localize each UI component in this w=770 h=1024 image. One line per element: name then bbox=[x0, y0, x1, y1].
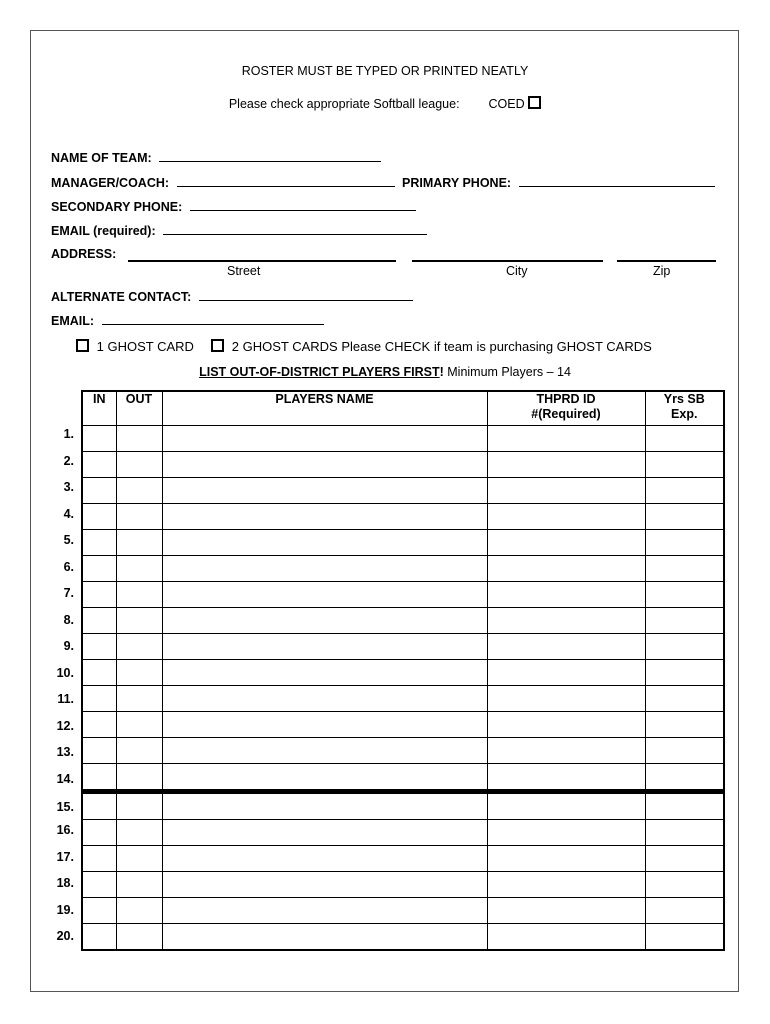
ghost-card-note: Please CHECK if team is purchasing GHOST CARDS bbox=[341, 339, 652, 354]
thprd-id-cell[interactable] bbox=[487, 712, 645, 738]
row-number: 13. bbox=[56, 745, 74, 759]
roster-notice: ROSTER MUST BE TYPED OR PRINTED NEATLY bbox=[241, 64, 529, 78]
col-player-name-header: PLAYERS NAME bbox=[162, 391, 487, 426]
yrs-exp-cell[interactable] bbox=[645, 712, 724, 738]
roster-row bbox=[82, 608, 724, 634]
out-cell[interactable] bbox=[116, 556, 162, 582]
row-number: 9. bbox=[63, 639, 74, 653]
thprd-id-cell[interactable] bbox=[487, 846, 645, 872]
thprd-id-cell[interactable] bbox=[487, 820, 645, 846]
zip-input[interactable] bbox=[617, 260, 716, 262]
player-name-cell[interactable] bbox=[162, 582, 487, 608]
roster-row bbox=[82, 478, 724, 504]
row-number: 20. bbox=[56, 929, 74, 943]
in-cell[interactable] bbox=[82, 764, 116, 792]
address-label: ADDRESS: bbox=[51, 247, 117, 261]
yrs-exp-cell[interactable] bbox=[645, 608, 724, 634]
in-cell[interactable] bbox=[82, 738, 116, 764]
roster-row bbox=[82, 582, 724, 608]
row-number: 11. bbox=[57, 692, 74, 706]
yrs-exp-cell[interactable] bbox=[645, 738, 724, 764]
ghost-card-2-label: 2 GHOST CARDS bbox=[231, 339, 338, 354]
row-number: 2. bbox=[63, 453, 74, 468]
player-name-cell[interactable] bbox=[162, 924, 487, 951]
row-number: 10. bbox=[56, 665, 74, 680]
in-cell[interactable] bbox=[82, 686, 116, 712]
thprd-id-cell[interactable] bbox=[487, 872, 645, 898]
email-required-input[interactable] bbox=[163, 223, 427, 235]
out-cell[interactable] bbox=[116, 634, 162, 660]
league-prompt: Please check appropriate Softball league: bbox=[228, 97, 460, 111]
alternate-contact-field bbox=[51, 289, 413, 304]
out-cell[interactable] bbox=[116, 660, 162, 686]
roster-row bbox=[82, 898, 724, 924]
out-cell[interactable] bbox=[116, 872, 162, 898]
yrs-exp-cell[interactable] bbox=[645, 686, 724, 712]
roster-row bbox=[82, 846, 724, 872]
out-cell[interactable] bbox=[116, 820, 162, 846]
out-cell[interactable] bbox=[116, 530, 162, 556]
yrs-exp-cell[interactable] bbox=[645, 530, 724, 556]
yrs-exp-cell[interactable] bbox=[645, 820, 724, 846]
player-name-cell[interactable] bbox=[162, 608, 487, 634]
in-cell[interactable] bbox=[82, 530, 116, 556]
email-input[interactable] bbox=[102, 313, 324, 325]
player-name-cell[interactable] bbox=[162, 686, 487, 712]
yrs-exp-cell[interactable] bbox=[645, 634, 724, 660]
yrs-exp-cell[interactable] bbox=[645, 504, 724, 530]
yrs-exp-cell[interactable] bbox=[645, 764, 724, 792]
team-name-label: NAME OF TEAM: bbox=[51, 151, 152, 165]
col-yrs-exp-header: Yrs SB Exp. bbox=[645, 391, 724, 426]
out-cell[interactable] bbox=[116, 792, 162, 820]
in-cell[interactable] bbox=[82, 582, 116, 608]
alternate-contact-label: ALTERNATE CONTACT: bbox=[51, 290, 192, 304]
in-cell[interactable] bbox=[82, 846, 116, 872]
ghost-card-1-label: 1 GHOST CARD bbox=[96, 339, 194, 354]
in-cell[interactable] bbox=[82, 820, 116, 846]
player-name-cell[interactable] bbox=[162, 820, 487, 846]
thprd-id-cell[interactable] bbox=[487, 792, 645, 820]
out-cell[interactable] bbox=[116, 504, 162, 530]
thprd-id-cell[interactable] bbox=[487, 556, 645, 582]
secondary-phone-field bbox=[51, 199, 416, 214]
team-name-input[interactable] bbox=[159, 150, 381, 162]
in-cell[interactable] bbox=[82, 898, 116, 924]
thprd-id-cell[interactable] bbox=[487, 898, 645, 924]
zip-caption: Zip bbox=[653, 264, 671, 278]
out-cell[interactable] bbox=[116, 608, 162, 634]
secondary-phone-label: SECONDARY PHONE: bbox=[51, 200, 183, 214]
yrs-exp-cell[interactable] bbox=[645, 556, 724, 582]
in-cell[interactable] bbox=[82, 608, 116, 634]
out-cell[interactable] bbox=[116, 452, 162, 478]
yrs-exp-cell[interactable] bbox=[645, 452, 724, 478]
city-caption: City bbox=[506, 264, 528, 278]
yrs-exp-cell[interactable] bbox=[645, 792, 724, 820]
in-cell[interactable] bbox=[82, 924, 116, 951]
alternate-contact-input[interactable] bbox=[199, 289, 413, 301]
coed-label: COED bbox=[488, 97, 525, 111]
player-name-cell[interactable] bbox=[162, 504, 487, 530]
row-number: 14. bbox=[56, 771, 74, 786]
out-cell[interactable] bbox=[116, 738, 162, 764]
player-name-cell[interactable] bbox=[162, 738, 487, 764]
city-input[interactable] bbox=[412, 260, 603, 262]
email-required-field bbox=[51, 223, 427, 238]
row-number: 18. bbox=[56, 876, 74, 890]
row-number: 5. bbox=[63, 533, 74, 547]
thprd-id-cell[interactable] bbox=[487, 686, 645, 712]
roster-row bbox=[82, 712, 724, 738]
out-cell[interactable] bbox=[116, 478, 162, 504]
col-out-header: OUT bbox=[116, 391, 162, 426]
ghost-card-row bbox=[76, 339, 652, 354]
thprd-id-cell[interactable] bbox=[487, 660, 645, 686]
row-number: 15. bbox=[56, 800, 74, 814]
player-name-cell[interactable] bbox=[162, 846, 487, 872]
thprd-id-cell[interactable] bbox=[487, 530, 645, 556]
roster-row bbox=[82, 426, 724, 452]
street-caption: Street bbox=[227, 264, 261, 278]
manager-input[interactable] bbox=[177, 175, 395, 187]
in-cell[interactable] bbox=[82, 452, 116, 478]
street-input[interactable] bbox=[128, 260, 396, 262]
thprd-id-cell[interactable] bbox=[487, 426, 645, 452]
player-name-cell[interactable] bbox=[162, 712, 487, 738]
roster-row bbox=[82, 504, 724, 530]
player-name-cell[interactable] bbox=[162, 792, 487, 820]
email-field bbox=[51, 313, 324, 328]
thprd-id-cell[interactable] bbox=[487, 504, 645, 530]
row-number: 6. bbox=[63, 559, 74, 574]
team-name-field bbox=[51, 150, 381, 165]
yrs-exp-cell[interactable] bbox=[645, 426, 724, 452]
out-cell[interactable] bbox=[116, 846, 162, 872]
row-number: 8. bbox=[63, 612, 74, 627]
primary-phone-input[interactable] bbox=[519, 175, 715, 187]
exclamation: ! bbox=[439, 365, 444, 379]
thprd-id-cell[interactable] bbox=[487, 608, 645, 634]
in-cell[interactable] bbox=[82, 556, 116, 582]
player-name-cell[interactable] bbox=[162, 426, 487, 452]
yrs-exp-cell[interactable] bbox=[645, 660, 724, 686]
in-cell[interactable] bbox=[82, 712, 116, 738]
row-number: 4. bbox=[63, 506, 74, 521]
player-name-cell[interactable] bbox=[162, 478, 487, 504]
roster-row bbox=[82, 530, 724, 556]
manager-label: MANAGER/COACH: bbox=[51, 176, 170, 190]
thprd-id-cell[interactable] bbox=[487, 924, 645, 951]
thprd-id-cell[interactable] bbox=[487, 582, 645, 608]
player-name-cell[interactable] bbox=[162, 660, 487, 686]
ghost-card-2-checkbox[interactable] bbox=[211, 339, 224, 352]
player-name-cell[interactable] bbox=[162, 634, 487, 660]
row-number: 19. bbox=[56, 902, 74, 917]
roster-row bbox=[82, 792, 724, 820]
roster-row bbox=[82, 764, 724, 792]
roster-header-row bbox=[82, 391, 724, 426]
player-name-cell[interactable] bbox=[162, 452, 487, 478]
thprd-id-cell[interactable] bbox=[487, 478, 645, 504]
in-cell[interactable] bbox=[82, 634, 116, 660]
list-instruction bbox=[0, 365, 770, 379]
yrs-exp-cell[interactable] bbox=[645, 924, 724, 951]
row-number: 12. bbox=[56, 718, 74, 733]
roster-row bbox=[82, 452, 724, 478]
player-name-cell[interactable] bbox=[162, 530, 487, 556]
email-label: EMAIL: bbox=[51, 314, 95, 328]
row-number: 3. bbox=[63, 480, 74, 494]
player-name-cell[interactable] bbox=[162, 872, 487, 898]
player-name-cell[interactable] bbox=[162, 556, 487, 582]
in-cell[interactable] bbox=[82, 872, 116, 898]
in-cell[interactable] bbox=[82, 792, 116, 820]
player-name-cell[interactable] bbox=[162, 898, 487, 924]
row-number: 17. bbox=[56, 849, 74, 864]
ghost-card-1-checkbox[interactable] bbox=[76, 339, 89, 352]
roster-row bbox=[82, 820, 724, 846]
row-number: 16. bbox=[56, 823, 74, 837]
roster-row bbox=[82, 924, 724, 951]
out-cell[interactable] bbox=[116, 898, 162, 924]
out-cell[interactable] bbox=[116, 764, 162, 792]
player-name-cell[interactable] bbox=[162, 764, 487, 792]
yrs-exp-cell[interactable] bbox=[645, 846, 724, 872]
yrs-exp-cell[interactable] bbox=[645, 872, 724, 898]
secondary-phone-input[interactable] bbox=[190, 199, 416, 211]
roster-row bbox=[82, 634, 724, 660]
league-selection bbox=[0, 96, 770, 111]
out-cell[interactable] bbox=[116, 712, 162, 738]
row-number: 7. bbox=[63, 586, 74, 600]
minimum-players-note: Minimum Players – 14 bbox=[443, 365, 571, 379]
coed-checkbox[interactable] bbox=[528, 96, 541, 109]
address-field bbox=[51, 247, 116, 261]
in-cell[interactable] bbox=[82, 478, 116, 504]
roster-row bbox=[82, 872, 724, 898]
out-cell[interactable] bbox=[116, 924, 162, 951]
out-cell[interactable] bbox=[116, 426, 162, 452]
out-of-district-note: LIST OUT-OF-DISTRICT PLAYERS FIRST bbox=[199, 365, 440, 379]
out-cell[interactable] bbox=[116, 582, 162, 608]
thprd-id-cell[interactable] bbox=[487, 452, 645, 478]
thprd-id-cell[interactable] bbox=[487, 738, 645, 764]
thprd-id-cell[interactable] bbox=[487, 764, 645, 792]
roster-row bbox=[82, 660, 724, 686]
row-number: 1. bbox=[63, 427, 74, 441]
manager-field bbox=[51, 175, 715, 190]
roster-row bbox=[82, 686, 724, 712]
roster-row bbox=[82, 556, 724, 582]
yrs-exp-cell[interactable] bbox=[645, 898, 724, 924]
col-in-header: IN bbox=[82, 391, 116, 426]
in-cell[interactable] bbox=[82, 504, 116, 530]
primary-phone-label: PRIMARY PHONE: bbox=[402, 176, 512, 190]
yrs-exp-cell[interactable] bbox=[645, 582, 724, 608]
col-thprd-id-header: THPRD ID #(Required) bbox=[487, 391, 645, 426]
email-required-label: EMAIL (required): bbox=[51, 224, 156, 238]
in-cell[interactable] bbox=[82, 660, 116, 686]
in-cell[interactable] bbox=[82, 426, 116, 452]
thprd-id-cell[interactable] bbox=[487, 634, 645, 660]
roster-row bbox=[82, 738, 724, 764]
yrs-exp-cell[interactable] bbox=[645, 478, 724, 504]
out-cell[interactable] bbox=[116, 686, 162, 712]
roster-table bbox=[81, 390, 725, 951]
